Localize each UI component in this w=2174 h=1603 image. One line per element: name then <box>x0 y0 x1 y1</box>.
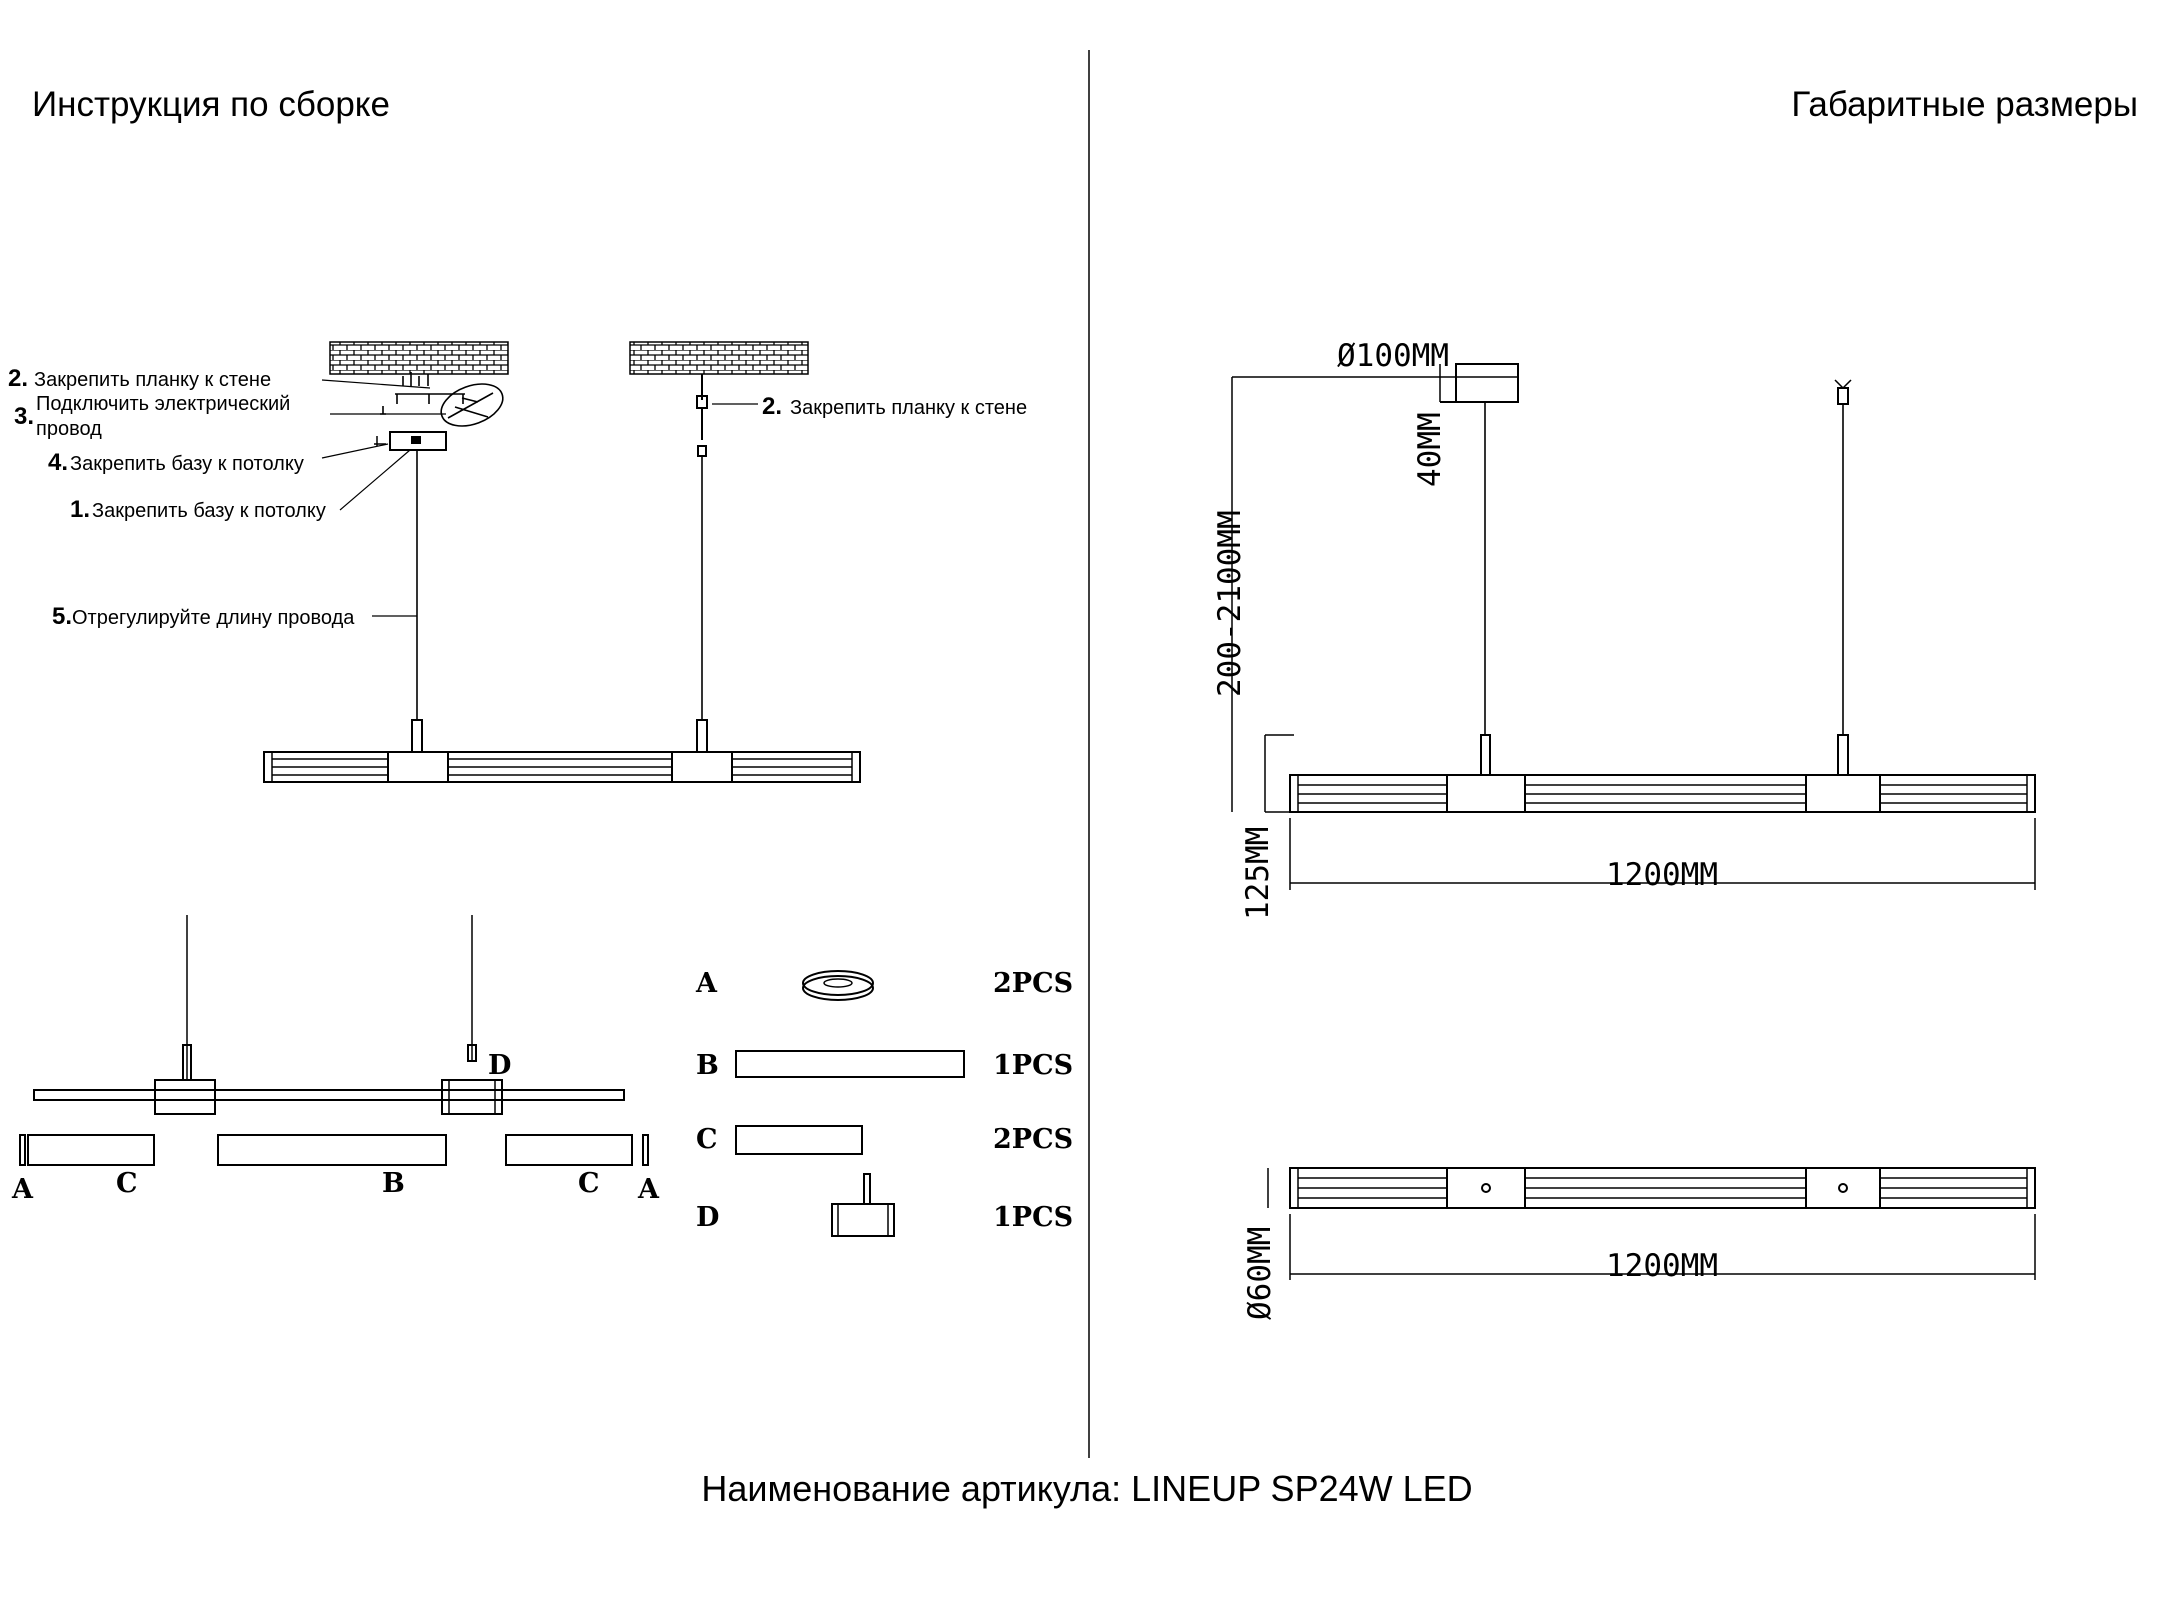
step-2b-number: 2. <box>762 393 783 420</box>
article-name: Наименование артикула: LINEUP SP24W LED <box>701 1468 1473 1509</box>
part-b-icon <box>736 1051 964 1077</box>
part-d-letter: D <box>696 1202 720 1233</box>
top-view <box>1290 1168 2035 1208</box>
exploded-view <box>20 915 648 1165</box>
side-view <box>1290 364 2035 812</box>
part-c-icon <box>736 1126 862 1154</box>
part-b-qty: 1PCS <box>993 1050 1074 1081</box>
part-d-icon <box>832 1174 894 1236</box>
part-d-qty: 1PCS <box>993 1202 1074 1233</box>
exploded-label-d: D <box>488 1050 512 1081</box>
dim-cable-length: 200-2100MM <box>1212 510 1248 697</box>
dim-total-height: 125MM <box>1240 826 1276 920</box>
exploded-label-b: B <box>382 1168 405 1199</box>
ceiling-left <box>330 342 508 374</box>
dim-length-side: 1200MM <box>1606 857 1718 893</box>
assembly-title: Инструкция по сборке <box>32 85 390 124</box>
step-1-number: 1. <box>70 496 91 523</box>
step-5-number: 5. <box>52 603 73 630</box>
step-4-label: Закрепить базу к потолку <box>70 453 304 475</box>
dimensions-title: Габаритные размеры <box>1791 85 2138 124</box>
step-2-number: 2. <box>8 365 29 392</box>
step-2b-label: Закрепить планку к стене <box>790 397 1028 419</box>
step-1-label: Закрепить базу к потолку <box>92 500 326 522</box>
part-a-icon <box>803 971 873 1000</box>
wire-connection-bubble <box>435 376 508 434</box>
leader-lines <box>322 380 758 616</box>
assembled-lamp <box>264 720 860 782</box>
step-2-label: Закрепить планку к стене <box>34 369 272 391</box>
dim-length-bottom: 1200MM <box>1606 1248 1718 1284</box>
ceiling-right <box>630 342 808 374</box>
mounting-plate-parts <box>380 372 465 414</box>
dim-canopy-height: 40MM <box>1412 412 1448 487</box>
part-a-letter: A <box>696 968 717 999</box>
exploded-label-a-right: A <box>638 1174 659 1205</box>
part-c-letter: C <box>696 1124 718 1155</box>
part-a-qty: 2PCS <box>993 968 1074 999</box>
exploded-label-a-left: A <box>12 1174 33 1205</box>
parts-list <box>736 971 964 1236</box>
cable-grip-right <box>697 374 707 720</box>
part-b-letter: B <box>696 1050 719 1081</box>
step-4-number: 4. <box>48 449 69 476</box>
exploded-label-c-left: C <box>116 1168 138 1199</box>
step-3-label-line2: провод <box>36 418 102 440</box>
dimension-lines <box>1232 364 2035 1280</box>
step-3-label: Подключить электрический <box>36 393 291 415</box>
step-3-number: 3. <box>14 403 35 430</box>
dim-canopy-diameter: Ø100MM <box>1337 338 1449 374</box>
part-c-qty: 2PCS <box>993 1124 1074 1155</box>
dim-diameter: Ø60MM <box>1242 1226 1278 1320</box>
step-5-label: Отрегулируйте длину провода <box>72 607 355 629</box>
exploded-label-c-right: C <box>578 1168 600 1199</box>
canopy-base <box>374 432 446 450</box>
